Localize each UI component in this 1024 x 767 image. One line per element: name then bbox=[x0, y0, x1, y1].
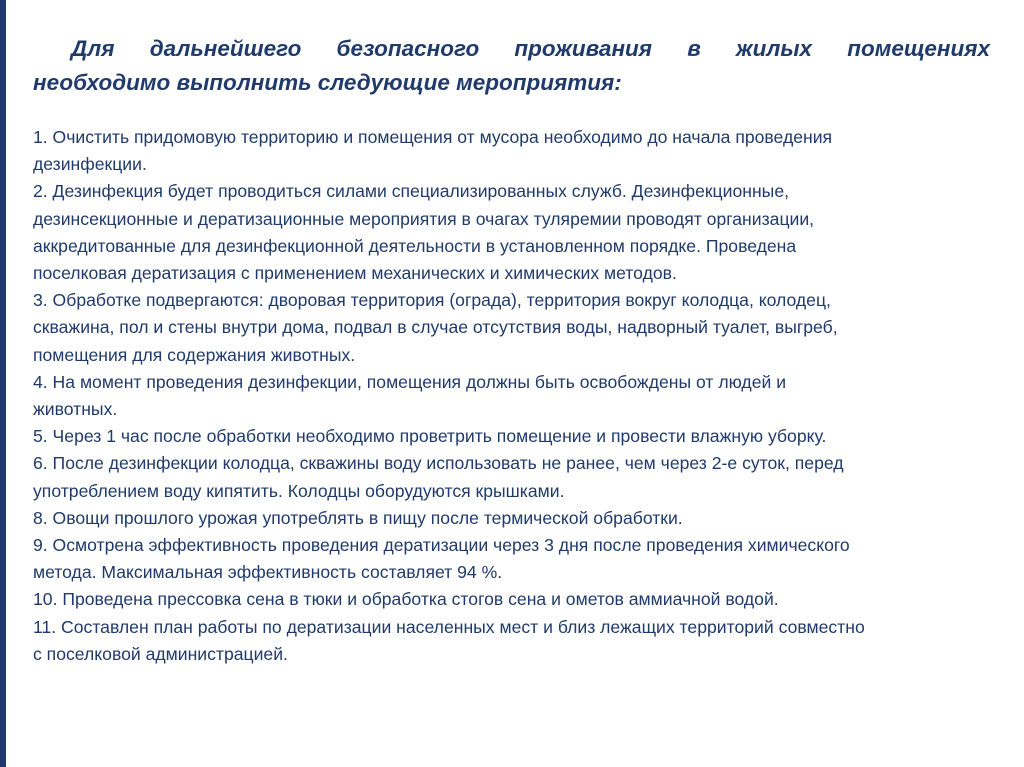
measure-item-7-line-1: 8. Овощи прошлого урожая употреблять в пищу после термической обработки. bbox=[33, 507, 683, 528]
measure-item-3-line-1: 3. Обработке подвергаются: дворовая территория (ограда), территория вокруг колодца, колодец, bbox=[33, 290, 831, 311]
measure-item-5-line-1: 5. Через 1 час после обработки необходимо проветрить помещение и провести влажную уборку. bbox=[33, 426, 827, 447]
measure-item-2-line-2: дезинсекционные и дератизационные мероприятия в очагах туляремии проводят организации, bbox=[33, 208, 815, 229]
measure-item-4-line-1: 4. На момент проведения дезинфекции, помещения должны быть освобождены от людей и bbox=[33, 371, 787, 392]
measure-item-8-line-2: метода. Максимальная эффективность составляет 94 %. bbox=[33, 562, 503, 583]
measure-item-3-line-3: помещения для содержания животных. bbox=[33, 344, 356, 365]
measure-item-4-line-2: животных. bbox=[33, 399, 118, 420]
measure-item-10-line-1: 11. Составлен план работы по дератизации населенных мест и близ лежащих территорий совместно bbox=[33, 616, 865, 637]
heading-line-2: необходимо выполнить следующие мероприятия: bbox=[33, 70, 622, 95]
heading-line-1: Для дальнейшего безопасного проживания в жилых помещениях bbox=[71, 36, 990, 61]
measure-item-10-line-2: с поселковой администрацией. bbox=[33, 643, 288, 664]
measure-item-1-line-1: 1. Очистить придомовую территорию и помещения от мусора необходимо до начала проведения bbox=[33, 127, 833, 147]
left-accent-bar bbox=[0, 0, 6, 767]
measure-item-8-line-1: 9. Осмотрена эффективность проведения дератизации через 3 дня после проведения химического bbox=[33, 535, 850, 556]
measure-item-1-line-2: дезинфекции. bbox=[33, 154, 147, 175]
measure-item-6-line-2: употреблением воду кипятить. Колодцы оборудуются крышками. bbox=[33, 480, 565, 501]
measure-item-2-line-4: поселковая дератизация с применением механических и химических методов. bbox=[33, 263, 677, 284]
measure-item-2-line-1: 2. Дезинфекция будет проводиться силами специализированных служб. Дезинфекционные, bbox=[33, 181, 789, 202]
measures-list bbox=[33, 124, 1023, 668]
measure-item-3-line-2: скважина, пол и стены внутри дома, подвал в случае отсутствия воды, надворный туалет, выгреб, bbox=[33, 317, 838, 338]
measure-item-9-line-1: 10. Проведена прессовка сена в тюки и обработка стогов сена и ометов аммиачной водой. bbox=[33, 589, 779, 610]
measure-item-6-line-1: 6. После дезинфекции колодца, скважины воду использовать не ранее, чем через 2-е суток, перед bbox=[33, 453, 844, 474]
measure-item-2-line-3: аккредитованные для дезинфекционной деятельности в установленном порядке. Проведена bbox=[33, 235, 797, 256]
slide-heading bbox=[33, 32, 990, 100]
